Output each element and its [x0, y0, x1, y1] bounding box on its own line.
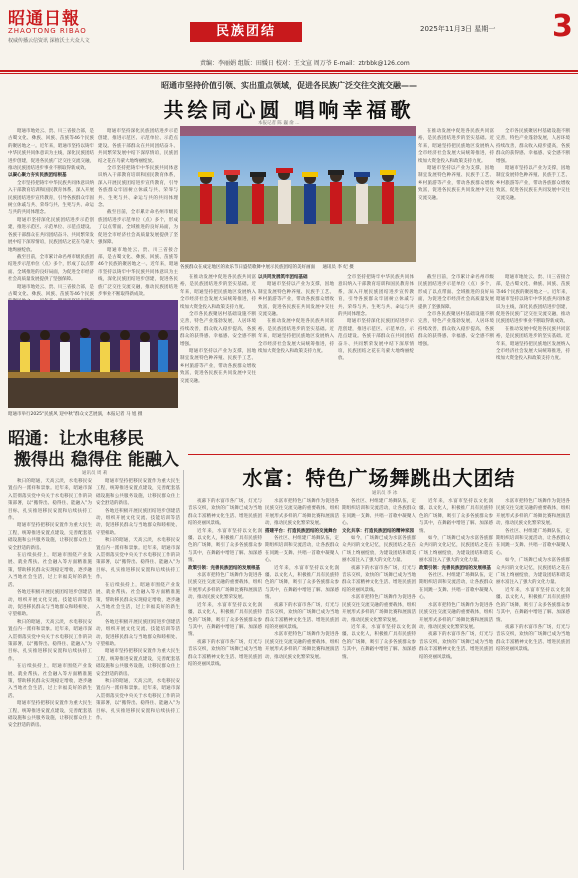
- lead-subhead: 以凝心聚力夯实民族团结根基: [8, 173, 67, 179]
- section-banner: 民族团结: [190, 22, 302, 42]
- issue-date: 2025年11月3日 星期一: [420, 25, 496, 33]
- lead-photo-ethnic-dance: [180, 126, 416, 262]
- lead-para: 在推动发展中促进各民族共同富裕，是民族团结进步的坚实基础。近年来，昭通坚持把民族地区发展纳入全市经济社会发展大局统筹推进，持续加大资金投入和政策支持力度。: [258, 319, 334, 355]
- column-separator: [183, 470, 184, 870]
- article-para: 在后续扶持上，昭通市围绕产业发展、就业帮扶、社会融入等方面精准施策，帮助移民群众实现稳定增收，逐步融入当地社会生活，过上幸福美好的新生活。: [8, 664, 92, 699]
- article-para: 夜幕下的水富市各广场，灯光与音乐交织，欢快的广场舞已成为当地群众丰富精神文化生活、增进民族团结的亮丽风景线。: [342, 565, 416, 593]
- lower-left-column-2: [96, 478, 180, 870]
- article-para: 水富市把特色广场舞作为促进各民族交往交流交融的重要载体，组织开展形式多样的广场舞比赛和展演活动，推动民族文化繁荣发展。: [496, 499, 570, 527]
- lead-para: 昭通市地处云、贵、川三省接合部，是古蜀文化、彝族、回族、苗族等46个民族的聚居地之一。近年来，昭通市坚持以铸牢中华民族共同体意识为主线，深化民族团结进步创建，促进各民族广泛交往交流交融，推动民族团结进步事业不断取得新成效。: [8, 129, 94, 172]
- lower-left-headline-2: 搬得出 稳得住 能融入: [14, 450, 179, 470]
- lower-right-headline: 水富：特色广场舞跳出大团结: [242, 466, 516, 490]
- lower-left-photo-stage: [8, 300, 178, 408]
- article-para: 昭通市坚持把移民安置作为重大民生工程，统筹推进安置点建设，完善配套基础设施和公共服务设施，让移民群众住上安全舒适的新房。: [8, 701, 92, 729]
- article-para: 昭通市坚持把移民安置作为重大民生工程，统筹推进安置点建设，完善配套基础设施和公共服务设施，让移民群众住上安全舒适的新房。: [96, 479, 180, 507]
- article-para: 水富市把特色广场舞作为促进各民族交往交流交融的重要载体，组织开展形式多样的广场舞比赛和展演活动，推动民族文化繁荣发展。: [419, 602, 493, 630]
- header-divider: [0, 70, 578, 72]
- article-para: 在后续扶持上，昭通市围绕产业发展、就业帮扶、社会融入等方面精准施策，帮助移民群众实现稳定增收，逐步融入当地社会生活，过上幸福美好的新生活。: [8, 553, 92, 588]
- article-subhead: 搭建平台：打造民族团结的交流舞台: [265, 528, 337, 534]
- article-para: 水富市把特色广场舞作为促进各民族交往交流交融的重要载体，组织开展形式多样的广场舞比赛和展演活动，推动民族文化繁荣发展。: [265, 632, 339, 660]
- lead-column-5: [418, 128, 494, 256]
- lead-column-8: [258, 274, 334, 450]
- article-para: 水富市把特色广场舞作为促进各民族交往交流交融的重要载体，组织开展形式多样的广场舞比赛和展演活动，推动民族文化繁荣发展。: [265, 499, 339, 527]
- lead-photo-credit: 通讯员 李 纪 摄: [322, 265, 354, 270]
- lead-para: 在推动发展中促进各民族共同富裕，是民族团结进步的坚实基础。近年来，昭通坚持把民族地区发展纳入全市经济社会发展大局统筹推进，持续加大资金投入和政策支持力度。: [418, 129, 494, 164]
- lead-headline: 共绘同心圆 唱响幸福歌: [163, 98, 415, 122]
- article-para: 如今，广场舞已成为水富各族群众共同的文化记忆，民族团结之花在广场上绚丽绽放，为建设团结和谐美丽水富注入了强大的文化力量。: [342, 536, 416, 564]
- article-para: 如今，广场舞已成为水富各族群众共同的文化记忆，民族团结之花在广场上绚丽绽放，为建设团结和谐美丽水富注入了强大的文化力量。: [419, 536, 493, 564]
- lead-para: 截至目前，全市累计命名州市级民族团结进步示范单位（点）多个，形成了以点带面、全域推进的良好局面，为促进全市经济社会高质量发展提供了坚强保障。: [418, 275, 494, 310]
- article-para: 夜幕下的水富市各广场，灯光与音乐交织，欢快的广场舞已成为当地群众丰富精神文化生活、增进民族团结的亮丽风景线。: [265, 602, 339, 630]
- page-number: 3: [552, 9, 573, 44]
- lead-column-7: [180, 274, 256, 450]
- lead-para: 截至目前，全市累计命名州市级民族团结进步示范单位（点）多个，形成了以点带面、全域推进的良好局面，为促进全市经济社会高质量发展提供了坚强保障。: [8, 254, 94, 283]
- article-para: 各社区、村组建广场舞队伍，定期组织培训和交流活动，让各族群众在同跳一支舞、共唱一首歌中凝聚人心。: [496, 528, 570, 556]
- lead-para: 全市坚持把铸牢中华民族共同体意识纳入干部教育培训和国民教育体系，深入开展民族团结进步宣传教育，引导各族群众牢固树立休戚与共、荣辱与共、生死与共、命运与共的共同体理念。: [8, 180, 94, 216]
- lead-para: 昭通市坚持深化民族团结进步示范创建，推进示范区、示范单位、示范点建设。各族干部群众在共同团结奋斗、共同繁荣发展中结下深厚情谊，民族团结之花在乌蒙大地绚丽绽放。: [8, 217, 94, 253]
- article-para: 近年来，水富市坚持以文化润疆、以文化人，积极推广具有民族特色的广场舞，吸引了众多各族群众参与其中，在舞蹈中增进了解、加深感情。: [342, 624, 416, 660]
- lower-left-photo-graphic: [8, 300, 178, 408]
- lead-photo-graphic: [180, 126, 416, 262]
- lead-byline: 本报记者 陈 巍 俞 ...: [258, 121, 300, 126]
- lower-left-column-1: [8, 478, 92, 870]
- lead-para: 昭通市地处云、贵、川三省接合部，是古蜀文化、彝族、回族、苗族等46个民族的聚居地之一。近年来，昭通市坚持以铸牢中华民族共同体意识为主线，深化民族团结进步创建，促进各民族广泛交往交流交融，推动民族团结进步事业不断取得新成效。: [98, 247, 178, 297]
- lower-right-column-3: [342, 498, 416, 870]
- lead-subhead: 以共同发展筑牢团结基础: [258, 275, 308, 280]
- article-para: 夜幕下的水富市各广场，灯光与音乐交织，欢快的广场舞已成为当地群众丰富精神文化生活、增进民族团结的亮丽风景线。: [188, 499, 262, 527]
- article-para: 昭通市坚持把移民安置作为重大民生工程，统筹推进安置点建设，完善配套基础设施和公共服务设施，让移民群众住上安全舒适的新房。: [8, 523, 92, 551]
- lower-right-column-2: [265, 498, 339, 870]
- article-para: 秋日的昭通，天高云淡，水电移民安置点内一派祥和景象。近年来，昭通市深入贯彻落实党中央关于水电移民工作的决策部署，以“搬得出、稳得住、能融入”为目标，扎实推进移民安置和后续扶持工作。: [96, 678, 180, 721]
- article-para: 秋日的昭通，天高云淡，水电移民安置点内一派祥和景象。近年来，昭通市深入贯彻落实党中央关于水电移民工作的决策部署，以“搬得出、稳得住、能融入”为目标，扎实推进移民安置和后续扶持工作。: [8, 479, 92, 522]
- lead-column-10: [418, 274, 494, 450]
- article-para: 昭通市坚持把移民安置作为重大民生工程，统筹推进安置点建设，完善配套基础设施和公共服务设施，让移民群众住上安全舒适的新房。: [96, 649, 180, 677]
- editor-credits: 责编：李丽娟 组版：田媛日 校对：王文宣 周万爷 E-mail：ztrbbk@126.com: [200, 60, 410, 67]
- article-para: 水富市把特色广场舞作为促进各民族交往交流交融的重要载体，组织开展形式多样的广场舞比赛和展演活动，推动民族文化繁荣发展。: [188, 573, 262, 601]
- newspaper-slogan: 权威传播云信资讯 深植沃土大众人文: [8, 38, 90, 44]
- article-subhead: 政策引领：完善民族团结的发展根基: [188, 565, 260, 571]
- lead-para: 全市各民族聚居村基础设施不断完善，特色产业蓬勃发展，人居环境持续改善，群众收入稳步提高，各族群众的获得感、幸福感、安全感不断增强。: [496, 129, 570, 164]
- article-subhead: 政策引领：完善民族团结的发展根基: [419, 565, 491, 571]
- lead-para: 昭通市坚持深化民族团结进步示范创建，推进示范区、示范单位、示范点建设。各族干部群众在共同团结奋斗、共同繁荣发展中结下深厚情谊，民族团结之花在乌蒙大地绚丽绽放。: [98, 129, 178, 164]
- lead-column-9: [338, 274, 414, 450]
- article-para: 各地还积极开展民族团结进步创建活动，组织开展文化交流、技能培训等活动，促进移民群众与当地群众和睦相处、守望相助。: [96, 619, 180, 647]
- article-para: 各社区、村组建广场舞队伍，定期组织培训和交流活动，让各族群众在同跳一支舞、共唱一首歌中凝聚人心。: [265, 536, 339, 564]
- lead-kicker: 昭通市坚持价值引领、实出重点领域，促进各民族广泛交往交流交融——: [161, 81, 417, 90]
- masthead-logo: [8, 4, 108, 42]
- newspaper-latin-name: ZHAOTONG RIBAO: [8, 27, 87, 35]
- lower-left-byline: 通讯员 周 莉: [82, 471, 108, 476]
- lead-photo-caption: [180, 264, 416, 270]
- lead-para: 昭通市地处云、贵、川三省接合部，是古蜀文化、彝族、回族、苗族等46个民族的聚居地之一。近年来，昭通市坚持以铸牢中华民族共同体意识为主线，深化民族团结进步创建，促进各民族广泛交往交流交融，推动民族团结进步事业不断取得新成效。: [496, 275, 570, 325]
- lead-para: 昭通市地处云、贵、川三省接合部，是古蜀文化、彝族、回族、苗族等46个民族: [8, 284, 94, 297]
- article-para: 夜幕下的水富市各广场，灯光与音乐交织，欢快的广场舞已成为当地群众丰富精神文化生活、增进民族团结的亮丽风景线。: [496, 624, 570, 653]
- article-para: 水富市把特色广场舞作为促进各民族交往交流交融的重要载体，组织开展形式多样的广场舞比赛和展演活动，推动民族文化繁荣发展。: [342, 595, 416, 623]
- article-para: 近年来，水富市坚持以文化润疆、以文化人，积极推广具有民族特色的广场舞，吸引了众多各族群众参与其中，在舞蹈中增进了解、加深感情。: [188, 602, 262, 638]
- article-para: 夜幕下的水富市各广场，灯光与音乐交织，欢快的广场舞已成为当地群众丰富精神文化生活、增进民族团结的亮丽风景线。: [419, 632, 493, 660]
- article-para: 近年来，水富市坚持以文化润疆、以文化人，积极推广具有民族特色的广场舞，吸引了众多各族群众参与其中，在舞蹈中增进了解、加深感情。: [419, 499, 493, 534]
- lower-right-column-5: [496, 498, 570, 870]
- article-para: 各地还积极开展民族团结进步创建活动，组织开展文化交流、技能培训等活动，促进移民群众与当地群众和睦相处、守望相助。: [8, 590, 92, 618]
- lead-para: 在推动发展中促进各民族共同富裕，是民族团结进步的坚实基础。近年来，昭通坚持把民族地区发展纳入全市经济社会发展大局统筹推进，持续加大资金投入和政策支持力度。: [180, 275, 256, 310]
- article-para: 近年来，水富市坚持以文化润疆、以文化人，积极推广具有民族特色的广场舞，吸引了众多各族群众参与其中，在舞蹈中增进了解、加深感情。: [496, 587, 570, 623]
- lead-photo-caption-text: 各族群众在成定地区的欢乐节日盛装歌舞中展示民族团结的美好画面: [180, 265, 315, 270]
- article-para: 秋日的昭通，天高云淡，水电移民安置点内一派祥和景象。近年来，昭通市深入贯彻落实党中央关于水电移民工作的决策部署，以“搬得出、稳得住、能融入”为目标，扎实推进移民安置和后续扶持工作。: [8, 619, 92, 662]
- lead-para: 昭通市坚持深化民族团结进步示范创建，推进示范区、示范单位、示范点建设。各族干部群众在共同团结奋斗、共同繁荣发展中结下深厚情谊，民族团结之花在乌蒙大地绚丽绽放。: [338, 319, 414, 362]
- lower-left-photo-caption: 昭通市举行2025“民族风 迎中秋”群众文艺展演，本报记者 马 旭 摄: [8, 412, 143, 417]
- article-para: 在后续扶持上，昭通市围绕产业发展、就业帮扶、社会融入等方面精准施策，帮助移民群众实现稳定增收，逐步融入当地社会生活，过上幸福美好的新生活。: [96, 582, 180, 618]
- lead-para: 全市坚持把铸牢中华民族共同体意识纳入干部教育培训和国民教育体系，深入开展民族团结进步宣传教育，引导各族群众牢固树立休戚与共、荣辱与共、生死与共、命运与共的共同体理念。: [98, 166, 178, 209]
- article-para: 如今，广场舞已成为水富各族群众共同的文化记忆，民族团结之花在广场上绚丽绽放，为建设团结和谐美丽水富注入了强大的文化力量。: [496, 558, 570, 586]
- lead-para: 昭通市坚持以产业为支撑，因地制宜发展特色种养殖、民族手工艺、乡村旅游等产业，带动各族群众增收致富，促进各民族在共同发展中交往交流交融。: [180, 349, 256, 384]
- lead-para: 昭通市坚持以产业为支撑，因地制宜发展特色种养殖、民族手工艺、乡村旅游等产业，带动各族群众增收致富，促进各民族在共同发展中交往交流交融。: [496, 166, 570, 201]
- article-para: 近年来，水富市坚持以文化润疆、以文化人，积极推广具有民族特色的广场舞，吸引了众多各族群众参与其中，在舞蹈中增进了解、加深感情。: [188, 528, 262, 564]
- article-subhead: 文化共享：打造民族团结的精神家园: [342, 528, 414, 534]
- lead-para: 全市坚持把铸牢中华民族共同体意识纳入干部教育培训和国民教育体系，深入开展民族团结进步宣传教育，引导各族群众牢固树立休戚与共、荣辱与共、生死与共、命运与共的共同体理念。: [338, 275, 414, 318]
- lead-para: 昭通市坚持以产业为支撑，因地制宜发展特色种养殖、民族手工艺、乡村旅游等产业，带动各族群众增收致富，促进各民族在共同发展中交往交流交融。: [258, 282, 334, 318]
- article-para: 各社区、村组建广场舞队伍，定期组织培训和交流活动，让各族群众在同跳一支舞、共唱一首歌中凝聚人心。: [419, 573, 493, 601]
- lead-para: 截至目前，全市累计命名州市级民族团结进步示范单位（点）多个，形成了以点带面、全域推进的良好局面，为促进全市经济社会高质量发展提供了坚强保障。: [98, 210, 178, 246]
- header-divider-thin: [0, 73, 578, 74]
- lead-para: 全市各民族聚居村基础设施不断完善，特色产业蓬勃发展，人居环境持续改善，群众收入稳步提高，各族群众的获得感、幸福感、安全感不断增强。: [180, 312, 256, 347]
- section-divider: [188, 454, 570, 455]
- newspaper-name: 昭通日報: [8, 9, 80, 29]
- lower-left-headline-1: 昭通：让水电移民: [8, 429, 144, 449]
- lead-para: 全市各民族聚居村基础设施不断完善，特色产业蓬勃发展，人居环境持续改善，群众收入稳步提高，各族群众的获得感、幸福感、安全感不断增强。: [418, 312, 494, 347]
- lead-column-6: [496, 128, 570, 256]
- lead-para: 昭通市坚持以产业为支撑，因地制宜发展特色种养殖、民族手工艺、乡村旅游等产业，带动各族群众增收致富，促进各民族在共同发展中交往交流交融。: [418, 166, 494, 201]
- article-para: 夜幕下的水富市各广场，灯光与音乐交织，欢快的广场舞已成为当地群众丰富精神文化生活、增进民族团结的亮丽风景线。: [188, 639, 262, 667]
- lower-right-column-1: [188, 498, 262, 870]
- article-para: 各社区、村组建广场舞队伍，定期组织培训和交流活动，让各族群众在同跳一支舞、共唱一首歌中凝聚人心。: [342, 499, 416, 527]
- article-para: 秋日的昭通，天高云淡，水电移民安置点内一派祥和景象。近年来，昭通市深入贯彻落实党中央关于水电移民工作的决策部署，以“搬得出、稳得住、能融入”为目标，扎实推进移民安置和后续扶持工作。: [96, 538, 180, 581]
- lead-para: 在推动发展中促进各民族共同富裕，是民族团结进步的坚实基础。近年来，昭通坚持把民族地区发展纳入全市经济社会发展大局统筹推进，持续加大资金投入和政策支持力度。: [496, 326, 570, 362]
- article-para: 各地还积极开展民族团结进步创建活动，组织开展文化交流、技能培训等活动，促进移民群众与当地群众和睦相处、守望相助。: [96, 508, 180, 536]
- lower-right-column-4: [419, 498, 493, 870]
- article-para: 近年来，水富市坚持以文化润疆、以文化人，积极推广具有民族特色的广场舞，吸引了众多各族群众参与其中，在舞蹈中增进了解、加深感情。: [265, 565, 339, 601]
- lead-column-11: [496, 274, 570, 450]
- lower-right-byline: 通讯员 李 冰: [372, 491, 398, 496]
